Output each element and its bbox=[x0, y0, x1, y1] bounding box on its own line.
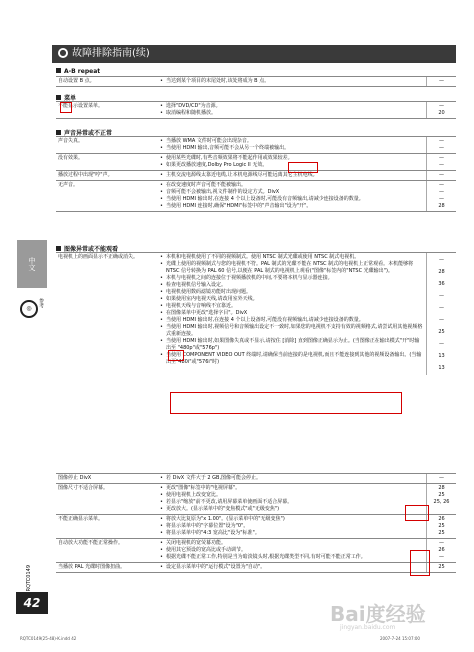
highlight-box bbox=[168, 350, 184, 361]
highlight-box bbox=[405, 505, 429, 521]
section-table: 不能显示设置菜单。 • 选择"DVD/CD"为音源。 • 取消编程和随机播放。 — 20 bbox=[56, 101, 456, 119]
section-table: 图像停止 DivX • 若 DivX 文件大于 2 GB,图像可能会停止。 — 图像尺寸不适合屏幕。 • 更改"图像"标签中的"电视屏幕"。 • 使用电视机上改变宽比。 • 若显示"缩放"前不更改,请用屏幕菜单使画面不适合屏幕。 • 更改放大。(显示菜单中的"变焦模式"或"无级变焦") 28 25 25, 26 不能正确显示菜单。 • 将放大比复原为"x 1.00"。(显示菜单中的"无级变焦") • 将显示菜单中的"字幕位置"设为"0"。 • 将显示菜单中的"4:3 宽高比"设为"标准"。 26 25 25 自动放大功能不能正常操作。 • 关闭电视机的宽荧幕功能。 • 使用其它预设的宽高比或手动调节。 • 根据光碟不能正常工作,特别是当为暗淡镜头时,根据光碟类型不同,有时可能不能正常工作。 — 26 — 当播放 PAL 光碟时图像扭曲。 • 设定显示菜单中的"运行模式"设置为"自动"。 25 bbox=[56, 473, 456, 573]
page-title: 故障排除指南(续) bbox=[72, 48, 150, 59]
watermark-url: jingyan.baidu.com bbox=[340, 624, 396, 631]
section-table: 自动设置 B 点。 • 当达到某个项目的末尾处时,该处将成为 B 点。 — bbox=[56, 76, 456, 87]
section-table: 声音失真。 • 当播放 WMA 文件时可能会出现杂音。 • 当使用 HDMI 输出,音频可能不会从另一个终端被输出。 — — 没有效果。 • 使用某些光碟时,有些音频效果将不能起作用或效果较差。 • 如果更改播放速度,Dolby Pro Logic II 无效。 — — 播放过程中出现"哼"声。 • 主机交流电源线太靠近电缆,让本机电源线尽可能远离其它主机电线。 — 无声音。 • 在改变速度时声音可能不能被输出。 • 音频可能不会被输出,视文件制作的设定方式。DivX • 当使用 HDMI 输出时,在连接 4 个以上设备时,可能没有音频输出,请减少连接设备的数量。 • 当使用 HDMI 连接时,确保"HDMI"标签中的"声音输出"设为"开"。 — — — 28 bbox=[56, 136, 456, 212]
section-title: 声音异常或不正常 bbox=[56, 128, 112, 137]
highlight-box bbox=[60, 102, 72, 113]
reference-icon: ◎ bbox=[20, 300, 38, 318]
doc-code: RQTC0149 bbox=[26, 565, 32, 592]
highlight-box bbox=[288, 162, 318, 173]
section-title: 菜单 bbox=[56, 93, 76, 102]
page-header bbox=[52, 45, 456, 63]
highlight-box bbox=[170, 392, 402, 414]
section-table: 电视机上的画面显示不正确或消失。 • 本机和电视机使用了不同的视频制式。使用 NTSC 制式光碟或使用 NTSC 制式电视机。 • 光碟上使用的视频制式与您的电视机不符。PAL 制式的光碟不能在 NTSC 制式的电视机上正常观看。本机能够将 NTSC 信号转换为 PAL 60 信号,以便在 PAL 制式的电视机上观看("图像"标签内的"NTSC 光碟输出")。 • 本机与电视机之间的连接位于视频播放机的中间,不要将本机与显示器连接。 • 检查电视机信号输入设定。 • 电视机使用数码滤镜功能时出现问题。 • 如果使用室内电视天线,请改用室外天线。 • 电视机天线与音响线不宜靠近。 • 在图像菜单中更改"选择字目"。DivX • 当使用 HDMI 输出时,在连接 4 个以上设备时,可能没有视频输出,请减少连接设备的数量。 • 当使用 HDMI 输出时,视频信号和音频输出设定不一致时,如果您的电视机不支持有效的视频格式,请尝试用其他视频格式重新连接。 • 当使用 HDMI 输出时,如果图像失真或不显示,请按住 [消除] 直到图像正确显示为止。(当图像正在输出模式"开"时输出至 "480p"或"576p") • 当使用 COMPONENT VIDEO OUT 终端时,请确保当前连接的是电视机,而且不能连接到其他的视频设备输出。(当输出至"480i"或"576i"时) — 28 36 — — — 25 — 13 13 bbox=[56, 252, 456, 375]
highlight-box bbox=[410, 550, 430, 576]
section-title: A-B repeat bbox=[56, 68, 100, 75]
watermark: Bai度经验 bbox=[330, 602, 426, 626]
section-title: 图像异常或不能观看 bbox=[56, 244, 118, 253]
page-number: 42 bbox=[16, 592, 48, 614]
footer-right: 2007-7-24 15:07:00 bbox=[380, 636, 420, 641]
footer-left: RQTC0149(25-48)-K.indd 42 bbox=[20, 636, 77, 641]
info-icon: ● bbox=[59, 48, 67, 57]
language-tab: 中文 bbox=[17, 240, 47, 288]
reference-label: 参考 bbox=[38, 298, 44, 308]
